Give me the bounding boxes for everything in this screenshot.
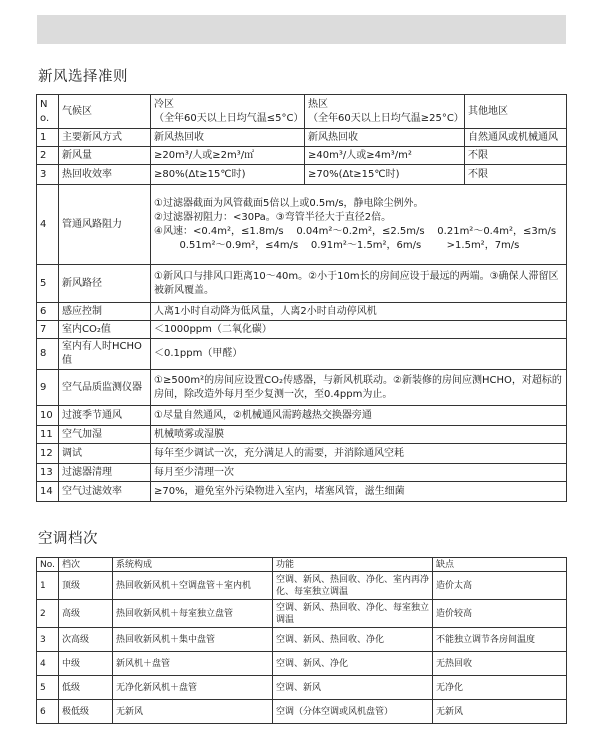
table-row — [37, 339, 567, 370]
table-row — [37, 147, 567, 165]
header-cell: 档次 — [59, 558, 113, 572]
table-row — [37, 700, 567, 724]
row-number: 1 — [37, 129, 59, 147]
table-row — [37, 370, 567, 406]
row-system: 无新风 — [113, 700, 273, 724]
row-number: 2 — [37, 147, 59, 165]
row-drawback: 造价太高 — [433, 572, 567, 600]
section-title-fresh-air: 新风选择准则 — [38, 69, 128, 85]
row-function: 空调、新风、热回收、净化、每室独立调温 — [273, 600, 433, 628]
row-number: 5 — [37, 676, 59, 700]
row-level: 低级 — [59, 676, 113, 700]
table-row — [37, 628, 567, 652]
row-requirement: ①过滤器截面为风管截面5倍以上或0.5m/s，静电除尘例外。 ②过滤器初阻力：<30Pa。③弯管半径大于直径2倍。 ④风速：<0.4m²，≤1.8m/s 0.04m²～0.2m²，≤2.5m/s 0.21m²～0.4m²，≤3m/s 0.51m²～0.9m²，≤4m/s 0.91m²～1.5m²，6m/s >1.5m²，7m/s — [151, 185, 567, 265]
fresh-air-criteria-table — [36, 94, 567, 502]
row-number: 4 — [37, 652, 59, 676]
row-level: 次高级 — [59, 628, 113, 652]
other-zone-value: 不限 — [465, 165, 567, 185]
cold-zone-value: ≥20m³/人或≥2m³/㎡ — [151, 147, 305, 165]
row-system: 热回收新风机＋空调盘管＋室内机 — [113, 572, 273, 600]
row-requirement: ＜0.1ppm（甲醛） — [151, 339, 567, 370]
header-cell: 系统构成 — [113, 558, 273, 572]
row-function: 空调、新风、热回收、净化、室内再净化、每室独立调温 — [273, 572, 433, 600]
table-row — [37, 165, 567, 185]
row-number: 1 — [37, 572, 59, 600]
header-cell: No. — [37, 558, 59, 572]
other-zone-value: 不限 — [465, 147, 567, 165]
row-item: 管通风路阻力 — [59, 185, 151, 265]
hot-zone-value: ≥70%(Δt≥15℃时) — [305, 165, 465, 185]
table-row — [37, 444, 567, 464]
row-requirement: 人离1小时自动降为低风量，人离2小时自动停风机 — [151, 303, 567, 321]
row-number: 9 — [37, 370, 59, 406]
row-number: 10 — [37, 406, 59, 426]
row-number: 8 — [37, 339, 59, 370]
row-requirement: 机械喷雾或湿膜 — [151, 426, 567, 444]
table-row — [37, 265, 567, 303]
row-level: 中级 — [59, 652, 113, 676]
section-title-ac-levels: 空调档次 — [38, 531, 98, 547]
row-requirement: 每年至少调试一次，充分满足人的需要，并消除通风空耗 — [151, 444, 567, 464]
row-item: 调试 — [59, 444, 151, 464]
row-number: 3 — [37, 628, 59, 652]
row-number: 7 — [37, 321, 59, 339]
row-drawback: 无净化 — [433, 676, 567, 700]
header-cell: 其他地区 — [465, 95, 567, 129]
row-requirement: ＜1000ppm（二氧化碳） — [151, 321, 567, 339]
row-number: 14 — [37, 482, 59, 502]
table-row — [37, 129, 567, 147]
row-item: 主要新风方式 — [59, 129, 151, 147]
row-item: 过渡季节通风 — [59, 406, 151, 426]
row-item: 新风路径 — [59, 265, 151, 303]
row-drawback: 无新风 — [433, 700, 567, 724]
row-system: 热回收新风机＋集中盘管 — [113, 628, 273, 652]
row-item: 室内CO₂值 — [59, 321, 151, 339]
header-bar — [37, 15, 566, 44]
other-zone-value: 自然通风或机械通风 — [465, 129, 567, 147]
row-system: 新风机＋盘管 — [113, 652, 273, 676]
row-number: 2 — [37, 600, 59, 628]
row-requirement: ①尽量自然通风，②机械通风需跨越热交换器旁通 — [151, 406, 567, 426]
row-number: 6 — [37, 303, 59, 321]
hot-zone-value: ≥40m³/人或≥4m³/m² — [305, 147, 465, 165]
row-function: 空调、新风 — [273, 676, 433, 700]
row-requirement: ①新风口与排风口距离10～40m。②小于10m长的房间应设于最远的两端。③确保人滞留区被新风覆盖。 — [151, 265, 567, 303]
row-item: 过滤器清理 — [59, 464, 151, 482]
header-cell: No. — [37, 95, 59, 129]
table-row — [37, 406, 567, 426]
header-cell: 气候区 — [59, 95, 151, 129]
row-item: 新风量 — [59, 147, 151, 165]
row-level: 顶级 — [59, 572, 113, 600]
row-system: 无净化新风机＋盘管 — [113, 676, 273, 700]
row-level: 极低级 — [59, 700, 113, 724]
table-row — [37, 676, 567, 700]
header-cell: 功能 — [273, 558, 433, 572]
row-number: 12 — [37, 444, 59, 464]
row-item: 空气加湿 — [59, 426, 151, 444]
row-number: 3 — [37, 165, 59, 185]
row-item: 空气过滤效率 — [59, 482, 151, 502]
row-requirement: ≥70%，避免室外污染物进入室内，堵塞风管，滋生细菌 — [151, 482, 567, 502]
header-cell: 冷区 （全年60天以上日均气温≤5°C） — [151, 95, 305, 129]
row-number: 4 — [37, 185, 59, 265]
table-row — [37, 185, 567, 265]
table-row — [37, 303, 567, 321]
row-requirement: 每月至少清理一次 — [151, 464, 567, 482]
row-number: 5 — [37, 265, 59, 303]
table-header-row — [37, 95, 567, 129]
row-drawback: 造价较高 — [433, 600, 567, 628]
row-level: 高级 — [59, 600, 113, 628]
row-drawback: 无热回收 — [433, 652, 567, 676]
table-row — [37, 464, 567, 482]
row-drawback: 不能独立调节各房间温度 — [433, 628, 567, 652]
table-row — [37, 482, 567, 502]
row-requirement: ①≥500m²的房间应设置CO₂传感器，与新风机联动。②新装修的房间应测HCHO，对超标的房间，除改造外每月至少复测一次，至0.4ppm为止。 — [151, 370, 567, 406]
row-number: 11 — [37, 426, 59, 444]
row-item: 室内有人时HCHO值 — [59, 339, 151, 370]
row-function: 空调、新风、热回收、净化 — [273, 628, 433, 652]
row-item: 感应控制 — [59, 303, 151, 321]
cold-zone-value: ≥80%(Δt≥15℃时) — [151, 165, 305, 185]
table-row — [37, 572, 567, 600]
row-function: 空调（分体空调或风机盘管） — [273, 700, 433, 724]
row-item: 热回收效率 — [59, 165, 151, 185]
hot-zone-value: 新风热回收 — [305, 129, 465, 147]
row-number: 13 — [37, 464, 59, 482]
table-header-row — [37, 558, 567, 572]
cold-zone-value: 新风热回收 — [151, 129, 305, 147]
row-function: 空调、新风、净化 — [273, 652, 433, 676]
row-system: 热回收新风机＋每室独立盘管 — [113, 600, 273, 628]
ac-levels-table — [36, 557, 567, 724]
row-number: 6 — [37, 700, 59, 724]
table-row — [37, 321, 567, 339]
table-row — [37, 652, 567, 676]
row-item: 空气品质监测仪器 — [59, 370, 151, 406]
table-row — [37, 426, 567, 444]
header-cell: 热区 （全年60天以上日均气温≥25°C） — [305, 95, 465, 129]
header-cell: 缺点 — [433, 558, 567, 572]
table-row — [37, 600, 567, 628]
